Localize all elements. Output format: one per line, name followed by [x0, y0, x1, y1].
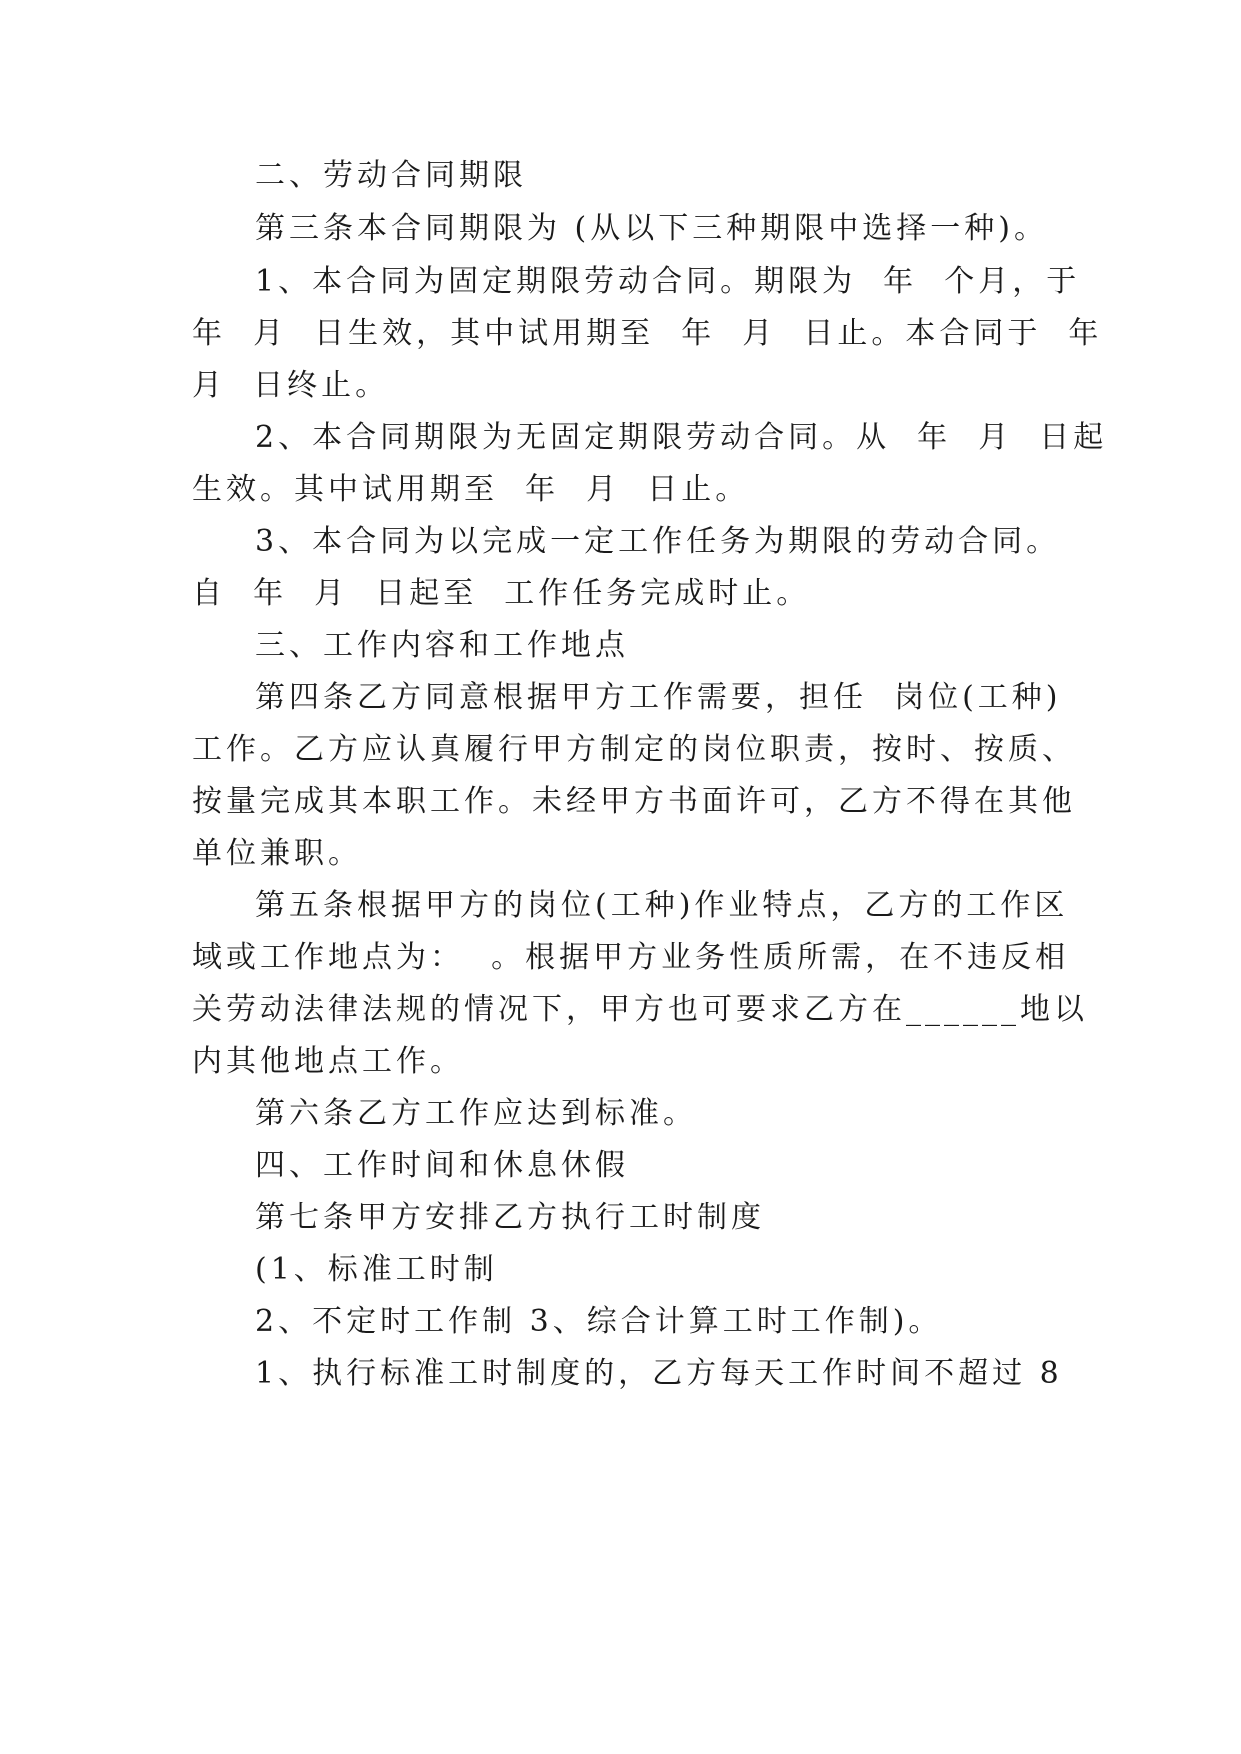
article-4-line-2: 工作。乙方应认真履行甲方制定的岗位职责，按时、按质、	[192, 732, 1076, 767]
section-heading-contract-term: 二、劳动合同期限	[255, 158, 527, 193]
article-5-line-4: 内其他地点工作。	[192, 1044, 464, 1079]
article-4-line-4: 单位兼职。	[192, 836, 362, 871]
clause-1-line-2: 年 月 日生效，其中试用期至 年 月 日止。本合同于 年	[192, 316, 1103, 351]
article-6-text: 第六条乙方工作应达到标准。	[255, 1096, 697, 1131]
standard-hours-clause: 1、执行标准工时制度的，乙方每天工作时间不超过 8	[255, 1356, 1063, 1391]
option-other-hours: 2、不定时工作制 3、综合计算工时工作制)。	[255, 1304, 943, 1339]
clause-1-line-1: 1、本合同为固定期限劳动合同。期限为 年 个月，于	[255, 264, 1081, 299]
article-3-text: 第三条本合同期限为 (从以下三种期限中选择一种)。	[255, 211, 1048, 246]
clause-3-line-1: 3、本合同为以完成一定工作任务为期限的劳动合同。	[255, 524, 1061, 559]
clause-2-line-1: 2、本合同期限为无固定期限劳动合同。从 年 月 日起	[255, 420, 1108, 455]
article-7-text: 第七条甲方安排乙方执行工时制度	[255, 1200, 765, 1235]
section-heading-work-content: 三、工作内容和工作地点	[255, 628, 629, 663]
section-heading-work-hours: 四、工作时间和休息休假	[255, 1148, 629, 1183]
clause-3-line-2: 自 年 月 日起至 工作任务完成时止。	[192, 576, 811, 611]
clause-2-line-2: 生效。其中试用期至 年 月 日止。	[192, 472, 750, 507]
article-5-line-2: 域或工作地点为： 。根据甲方业务性质所需，在不违反相	[192, 940, 1070, 975]
clause-1-line-3: 月 日终止。	[192, 368, 390, 403]
article-4-line-3: 按量完成其本职工作。未经甲方书面许可，乙方不得在其他	[192, 784, 1076, 819]
article-5-line-3: 关劳动法律法规的情况下，甲方也可要求乙方在______地以	[192, 992, 1088, 1027]
article-4-line-1: 第四条乙方同意根据甲方工作需要，担任 岗位(工种)	[255, 680, 1062, 715]
option-standard-hours: (1、标准工时制	[255, 1252, 498, 1287]
article-5-line-1: 第五条根据甲方的岗位(工种)作业特点，乙方的工作区	[255, 888, 1069, 923]
